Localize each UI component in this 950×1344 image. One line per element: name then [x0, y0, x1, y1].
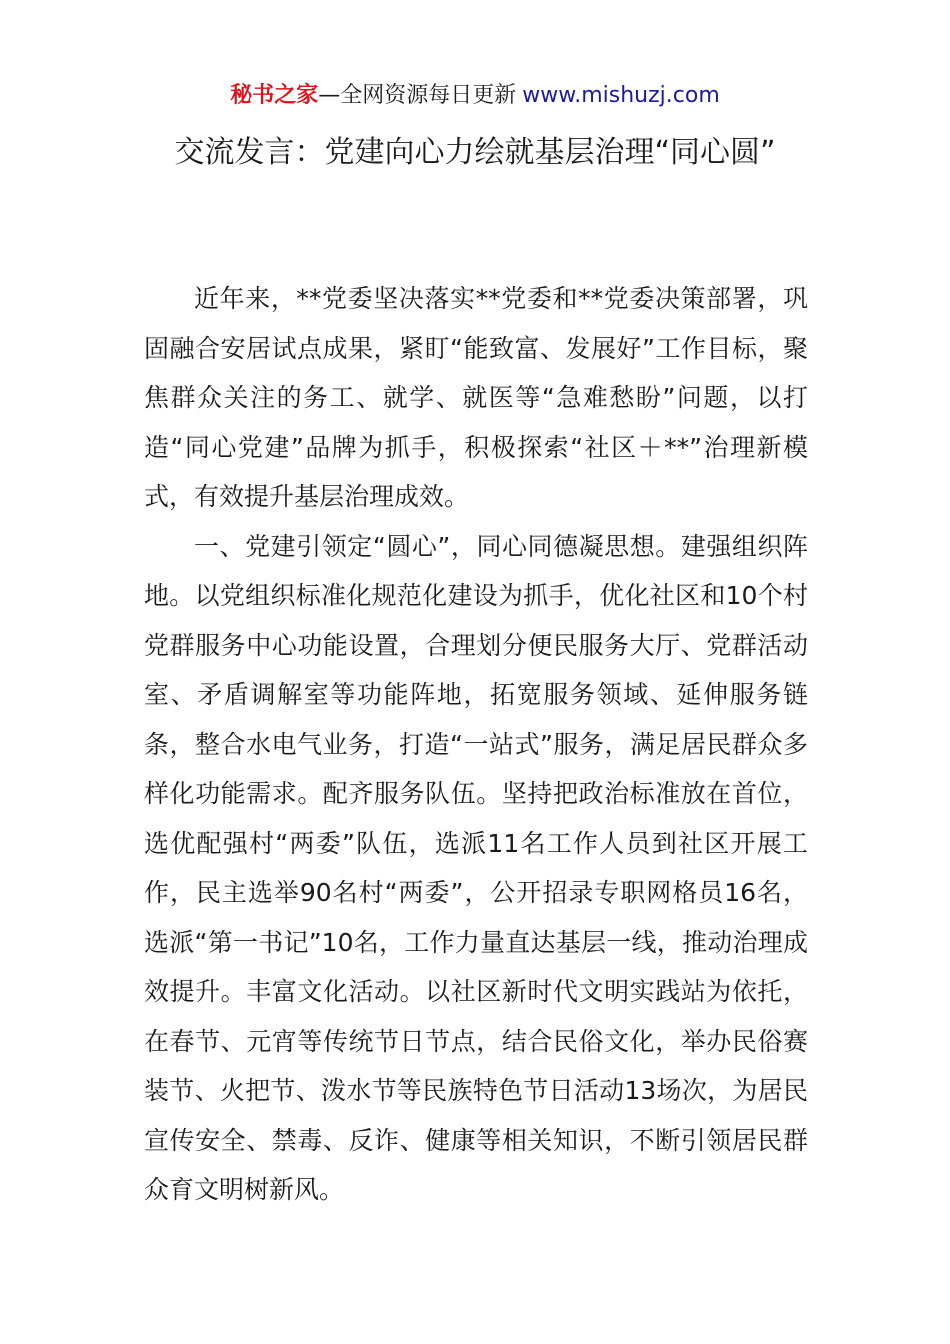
header-tagline: —全网资源每日更新	[318, 83, 517, 108]
site-url-link[interactable]: www.mishuzj.com	[522, 83, 720, 108]
section-one-paragraph: 一、党建引领定“圆心”，同心同德凝思想。建强组织阵地。以党组织标准化规范化建设为抓手，优化社区和10个村党群服务中心功能设置，合理划分便民服务大厅、党群活动室、矛盾调解室等功能阵地，拓宽服务领域、延伸服务链条，整合水电气业务，打造“一站式”服务，满足居民群众多样化功能需求。配齐服务队伍。坚持把政治标准放在首位，选优配强村“两委”队伍，选派11名工作人员到社区开展工作，民主选举90名村“两委”，公开招录专职网格员16名，选派“第一书记”10名，工作力量直达基层一线，推动治理成效提升。丰富文化活动。以社区新时代文明实践站为依托，在春节、元宵等传统节日节点，结合民俗文化，举办民俗赛装节、火把节、泼水节等民族特色节日活动13场次，为居民宣传安全、禁毒、反诈、健康等相关知识，不断引领居民群众育文明树新风。	[144, 531, 808, 1204]
intro-paragraph: 近年来，**党委坚决落实**党委和**党委决策部署，巩固融合安居试点成果，紧盯“能致富、发展好”工作目标，聚焦群众关注的务工、就学、就医等“急难愁盼”问题，以打造“同心党建”品牌为抓手，积极探索“社区＋**”治理新模式，有效提升基层治理成效。	[144, 284, 808, 511]
document-body	[144, 274, 808, 1215]
document-title: 交流发言：党建向心力绘就基层治理“同心圆”	[174, 135, 776, 170]
brand-name: 秘书之家	[230, 83, 319, 108]
watermark-header	[0, 80, 950, 112]
